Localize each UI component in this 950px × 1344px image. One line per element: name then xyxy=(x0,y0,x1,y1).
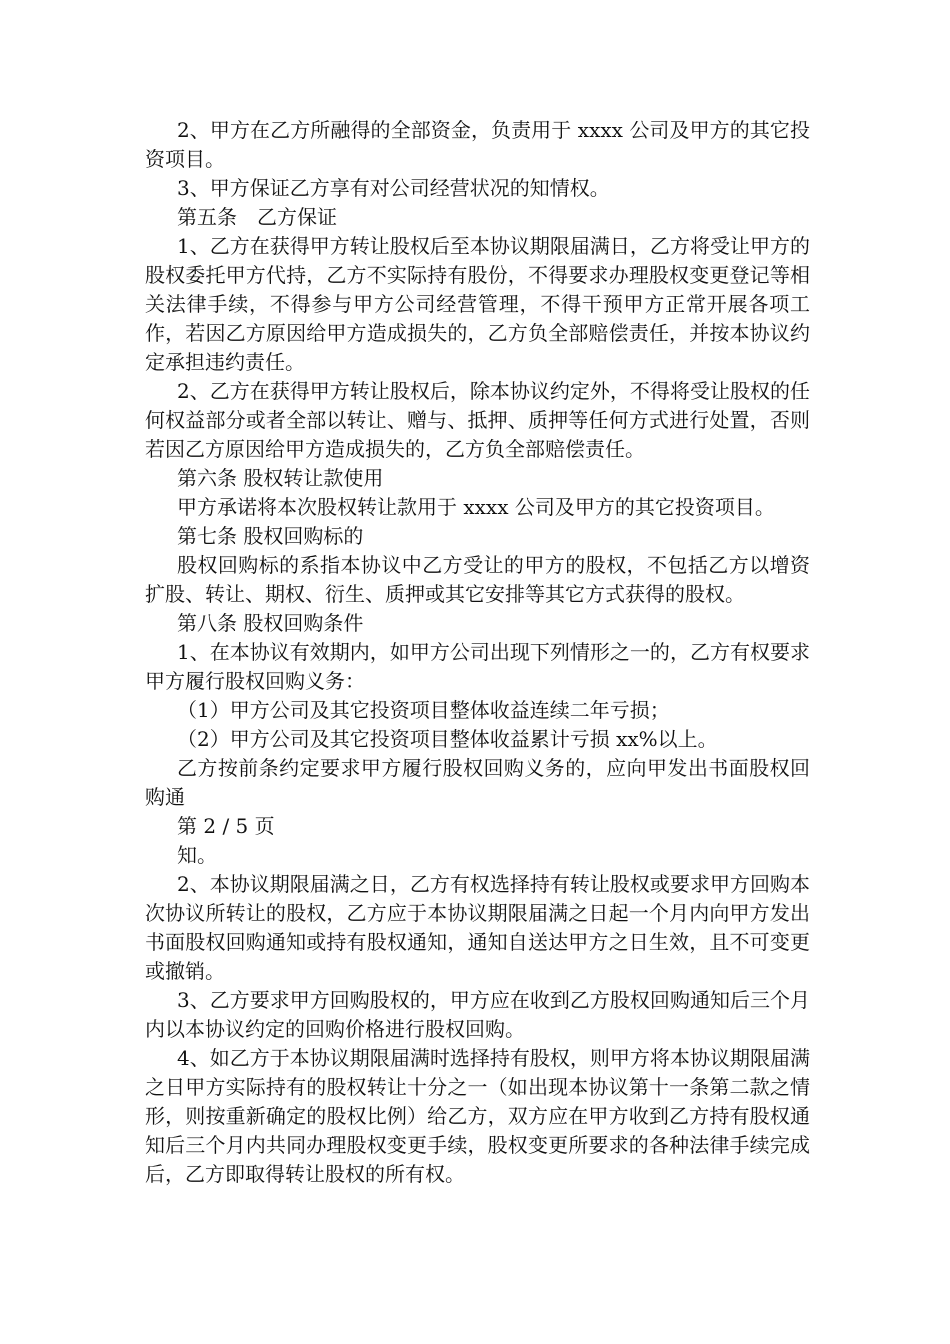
article-5-heading: 第五条 乙方保证 xyxy=(177,205,337,229)
clause-8-item-3: 3、乙方要求甲方回购股权的，甲方应在收到乙方股权回购通知后三个月内以本协议约定的回购价格进行股权回购。 xyxy=(145,988,810,1041)
page-number: 第 2 / 5 页 xyxy=(177,814,275,838)
article-7-heading: 第七条 股权回购标的 xyxy=(177,524,364,548)
clause-7-body: 股权回购标的系指本协议中乙方受让的甲方的股权，不包括乙方以增资扩股、转让、期权、衍生、质押或其它安排等其它方式获得的股权。 xyxy=(145,553,810,606)
clause-8-item-2: 2、本协议期限届满之日，乙方有权选择持有转让股权或要求甲方回购本次协议所转让的股权，乙方应于本协议期限届满之日起一个月内向甲方发出书面股权回购通知或持有股权通知，通知自送达甲方之日生效，且不可变更或撤销。 xyxy=(145,872,810,983)
document-body xyxy=(145,116,810,1189)
clause-8-item-1: 1、在本协议有效期内，如甲方公司出现下列情形之一的，乙方有权要求甲方履行股权回购义务： xyxy=(145,640,810,693)
clause-8-subitem-1: （1）甲方公司及其它投资项目整体收益连续二年亏损； xyxy=(177,698,670,722)
clause-5-item-2: 2、乙方在获得甲方转让股权后，除本协议约定外，不得将受让股权的任何权益部分或者全部以转让、赠与、抵押、质押等任何方式进行处置，否则若因乙方原因给甲方造成损失的，乙方负全部赔偿责任。 xyxy=(145,379,810,461)
clause-8-item-4: 4、如乙方于本协议期限届满时选择持有股权，则甲方将本协议期限届满之日甲方实际持有的股权转让十分之一（如出现本协议第十一条第二款之情形，则按重新确定的股权比例）给乙方，双方应在甲方收到乙方持有股权通知后三个月内共同办理股权变更手续，股权变更所要求的各种法律手续完成后，乙方即取得转让股权的所有权。 xyxy=(145,1046,810,1186)
clause-5-item-1: 1、乙方在获得甲方转让股权后至本协议期限届满日，乙方将受让甲方的股权委托甲方代持，乙方不实际持有股份，不得要求办理股权变更登记等相关法律手续，不得参与甲方公司经营管理，不得干预甲方正常开展各项工作，若因乙方原因给甲方造成损失的，乙方负全部赔偿责任，并按本协议约定承担违约责任。 xyxy=(145,234,810,374)
clause-8-notice-continued: 知。 xyxy=(177,843,217,867)
clause-4-item-3: 3、甲方保证乙方享有对公司经营状况的知情权。 xyxy=(177,176,610,200)
clause-8-subitem-2: （2）甲方公司及其它投资项目整体收益累计亏损 xx%以上。 xyxy=(177,727,718,751)
clause-8-notice: 乙方按前条约定要求甲方履行股权回购义务的，应向甲发出书面股权回购通 xyxy=(145,756,810,809)
clause-4-item-2: 2、甲方在乙方所融得的全部资金，负责用于 xxxx 公司及甲方的其它投资项目。 xyxy=(145,118,810,171)
clause-6-body: 甲方承诺将本次股权转让款用于 xxxx 公司及甲方的其它投资项目。 xyxy=(177,495,775,519)
article-8-heading: 第八条 股权回购条件 xyxy=(177,611,364,635)
article-6-heading: 第六条 股权转让款使用 xyxy=(177,466,384,490)
